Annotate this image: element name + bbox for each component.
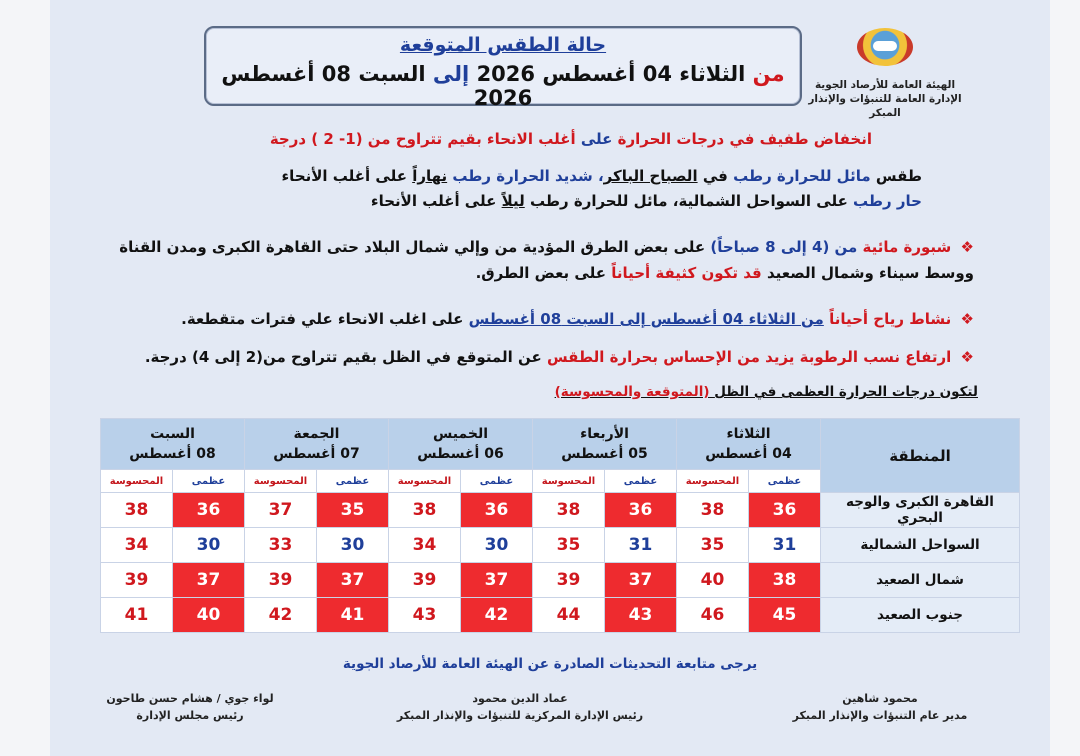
table-header-row — [101, 419, 1020, 470]
feel-column-label: المحسوسة — [677, 470, 749, 493]
feel-column-label: المحسوسة — [245, 470, 317, 493]
signature-central-director: عماد الدين محمود رئيس الإدارة المركزية للتنبؤات والإنذار المبكر — [396, 692, 644, 722]
feel-temp-cell: 38 — [389, 493, 461, 528]
max-temp-cell: 37 — [605, 563, 677, 598]
feel-temp-cell: 37 — [245, 493, 317, 528]
max-column-label: عظمى — [605, 470, 677, 493]
max-temp-cell: 45 — [749, 598, 821, 633]
region-cell: جنوب الصعيد — [821, 598, 1020, 633]
feel-temp-cell: 38 — [101, 493, 173, 528]
bulletin-page — [50, 0, 1050, 756]
max-column-label: عظمى — [173, 470, 245, 493]
page-right-edge — [1050, 0, 1080, 756]
region-cell: شمال الصعيد — [821, 563, 1020, 598]
max-temp-cell: 30 — [173, 528, 245, 563]
signature-chairman: لواء جوي / هشام حسن طاحون رئيس مجلس الإدارة — [106, 692, 274, 722]
signature-forecast-director: محمود شاهين مدير عام التنبؤات والإنذار المبكر — [792, 692, 968, 722]
feel-temp-cell: 41 — [101, 598, 173, 633]
max-temp-cell: 37 — [461, 563, 533, 598]
day-header: الجمعة 07 أغسطس — [245, 419, 389, 470]
org-department: الإدارة العامة للتنبؤات والإنذار المبكر — [808, 93, 962, 119]
max-temp-cell: 43 — [605, 598, 677, 633]
region-cell: القاهرة الكبرى والوجه البحري — [821, 493, 1020, 528]
weather-summary-line-1: طقس مائل للحرارة رطب في الصباح الباكر، شديد الحرارة رطب نهاراً على أغلب الأنحاء — [281, 167, 922, 185]
max-temp-cell: 37 — [317, 563, 389, 598]
max-temp-cell: 36 — [173, 493, 245, 528]
temperature-summary: انخفاض طفيف في درجات الحرارة على أغلب الانحاء بقيم تتراوح من (1- 2 ) درجة — [269, 130, 872, 148]
max-column-label: عظمى — [317, 470, 389, 493]
org-name: الهيئة العامة للأرصاد الجوية — [814, 79, 956, 91]
follow-updates-note: يرجى متابعة التحديثات الصادرة عن الهيئة العامة للأرصاد الجوية — [342, 656, 758, 672]
page-title: حالة الطقس المتوقعة — [399, 34, 607, 56]
max-column-label: عظمى — [461, 470, 533, 493]
bullet-icon: ❖ — [960, 310, 974, 328]
ema-logo-icon — [855, 22, 915, 72]
max-temp-cell: 30 — [317, 528, 389, 563]
feel-temp-cell: 46 — [677, 598, 749, 633]
forecast-period — [206, 62, 800, 110]
table-row — [101, 598, 1020, 633]
title-box — [204, 26, 802, 110]
max-temp-cell: 41 — [317, 598, 389, 633]
feel-column-label: المحسوسة — [533, 470, 605, 493]
table-caption: لتكون درجات الحرارة العظمى في الظل (المتوقعة والمحسوسة) — [554, 384, 978, 400]
feel-temp-cell: 39 — [389, 563, 461, 598]
feel-temp-cell: 43 — [389, 598, 461, 633]
note-fog-line-1: ❖ شبورة مائية من (4 إلى 8 صباحاً) على بعض الطرق المؤدية من وإلي شمال البلاد حتى القاهرة الكبرى ومدن القناة — [119, 238, 974, 256]
weather-summary-line-2: حار رطب على السواحل الشمالية، مائل للحرارة رطب ليلاً على أغلب الأنحاء — [370, 192, 922, 210]
max-temp-cell: 42 — [461, 598, 533, 633]
max-temp-cell: 31 — [605, 528, 677, 563]
feel-temp-cell: 35 — [677, 528, 749, 563]
feel-temp-cell: 33 — [245, 528, 317, 563]
max-temp-cell: 36 — [749, 493, 821, 528]
table-row — [101, 493, 1020, 528]
region-cell: السواحل الشمالية — [821, 528, 1020, 563]
period-start: الثلاثاء 04 أغسطس 2026 — [476, 62, 746, 86]
page-left-edge — [0, 0, 50, 756]
temperature-table — [100, 418, 1020, 633]
feel-temp-cell: 35 — [533, 528, 605, 563]
period-to-label: إلى — [432, 62, 470, 86]
feel-temp-cell: 42 — [245, 598, 317, 633]
period-end: السبت 08 أغسطس 2026 — [221, 62, 533, 110]
note-humidity: ❖ ارتفاع نسب الرطوبة يزيد من الإحساس بحرارة الطقس عن المتوقع في الظل بقيم تتراوح من(2 إلى 4) درجة. — [144, 348, 974, 366]
max-temp-cell: 36 — [605, 493, 677, 528]
note-wind: ❖ نشاط رياح أحياناً من الثلاثاء 04 أغسطس إلى السبت 08 أغسطس على اغلب الانحاء علي فترات متقطعة. — [181, 310, 974, 328]
feel-temp-cell: 34 — [389, 528, 461, 563]
day-header: الخميس 06 أغسطس — [389, 419, 533, 470]
day-header: الأربعاء 05 أغسطس — [533, 419, 677, 470]
max-temp-cell: 36 — [461, 493, 533, 528]
period-from-label: من — [752, 62, 785, 86]
max-column-label: عظمى — [749, 470, 821, 493]
max-temp-cell: 30 — [461, 528, 533, 563]
organization-block — [800, 22, 970, 120]
feel-temp-cell: 38 — [533, 493, 605, 528]
feel-temp-cell: 40 — [677, 563, 749, 598]
day-header: الثلاثاء 04 أغسطس — [677, 419, 821, 470]
max-temp-cell: 37 — [173, 563, 245, 598]
region-header: المنطقة — [821, 419, 1020, 493]
table-row — [101, 563, 1020, 598]
feel-temp-cell: 39 — [533, 563, 605, 598]
feel-temp-cell: 39 — [101, 563, 173, 598]
max-temp-cell: 31 — [749, 528, 821, 563]
day-header: السبت 08 أغسطس — [101, 419, 245, 470]
max-temp-cell: 38 — [749, 563, 821, 598]
bullet-icon: ❖ — [960, 238, 974, 256]
note-fog-line-2: ووسط سيناء وشمال الصعيد قد تكون كثيفة أحياناً على بعض الطرق. — [475, 264, 974, 282]
table-row — [101, 528, 1020, 563]
feel-temp-cell: 34 — [101, 528, 173, 563]
feel-column-label: المحسوسة — [101, 470, 173, 493]
feel-column-label: المحسوسة — [389, 470, 461, 493]
feel-temp-cell: 38 — [677, 493, 749, 528]
max-temp-cell: 35 — [317, 493, 389, 528]
feel-temp-cell: 39 — [245, 563, 317, 598]
max-temp-cell: 40 — [173, 598, 245, 633]
bullet-icon: ❖ — [960, 348, 974, 366]
feel-temp-cell: 44 — [533, 598, 605, 633]
